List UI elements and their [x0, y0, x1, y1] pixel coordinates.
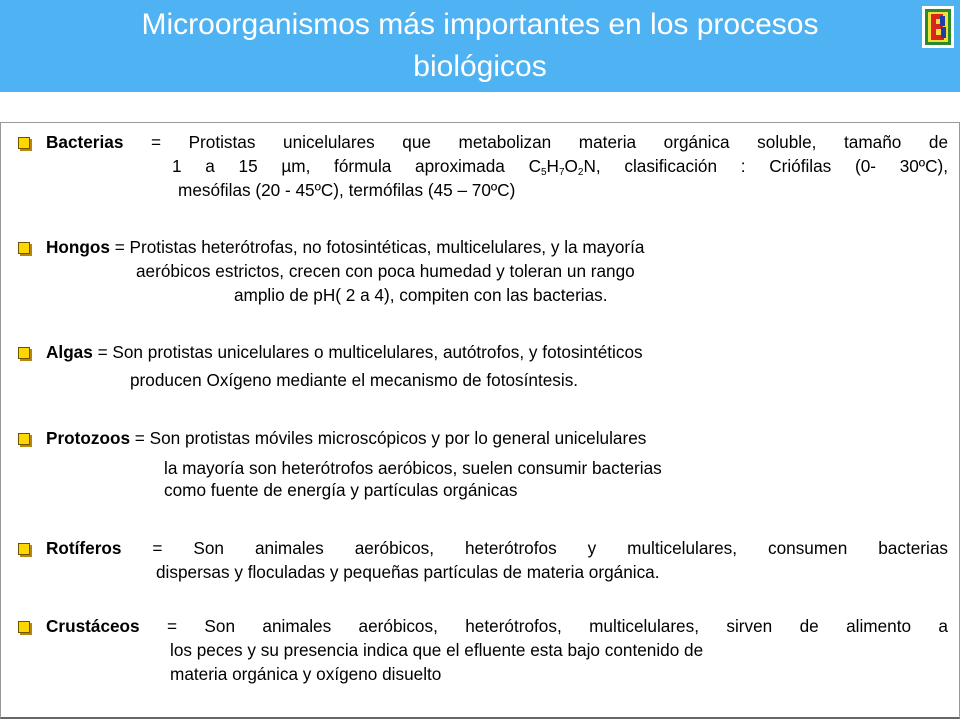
item-line-3: materia orgánica y oxígeno disuelto	[170, 664, 442, 684]
item-text: = Protistas heterótrofas, no fotosintéticas, multicelulares, y la mayoría	[109, 237, 645, 257]
item-text: = Son animales aeróbicos, heterótrofos, multicelulares, sirven de alimento a	[139, 616, 948, 636]
list-item-crustaceos	[18, 614, 948, 690]
item-line-2: la mayoría son heterótrofos aeróbicos, suelen consumir bacterias	[164, 458, 662, 478]
title-bar	[0, 0, 960, 92]
item-text: = Son protistas unicelulares o multicelulares, autótrofos, y fotosintéticos	[92, 342, 643, 362]
formula-subscript: 5	[540, 167, 547, 178]
term-label: Bacterias	[46, 132, 124, 152]
slide-title	[60, 4, 900, 88]
item-line-2	[172, 154, 948, 178]
bullet-icon	[18, 242, 30, 254]
item-text: O	[564, 156, 578, 176]
item-line-3: como fuente de energía y partículas orgánicas	[164, 480, 518, 500]
item-line-2: los peces y su presencia indica que el efluente esta bajo contenido de	[170, 640, 704, 660]
item-line-1	[46, 426, 646, 450]
list-item-bacterias	[18, 130, 948, 206]
item-line-1	[46, 536, 948, 560]
bullet-icon	[18, 433, 30, 445]
item-line-1	[46, 340, 643, 364]
slide-title-line-1: Microorganismos más importantes en los procesos	[141, 8, 819, 41]
item-line-2: aeróbicos estrictos, crecen con poca humedad y toleran un rango	[136, 261, 635, 281]
item-line-1	[46, 130, 948, 154]
item-line-1	[46, 614, 948, 638]
term-label: Rotíferos	[46, 538, 122, 558]
item-text: 1 a 15 µm, fórmula aproximada C	[172, 156, 541, 176]
formula-subscript: 2	[577, 167, 584, 178]
list-item-algas	[18, 340, 948, 392]
bullet-icon	[18, 621, 30, 633]
item-line-2: producen Oxígeno mediante el mecanismo de fotosíntesis.	[130, 370, 579, 390]
item-line-2: dispersas y floculadas y pequeñas partículas de materia orgánica.	[156, 562, 660, 582]
B-logo-icon	[922, 6, 954, 48]
item-text: = Son animales aeróbicos, heterótrofos y multicelulares, consumen bacterias	[121, 538, 948, 558]
item-text: = Protistas unicelulares que metabolizan materia orgánica soluble, tamaño de	[123, 132, 948, 152]
formula-subscript: 7	[558, 167, 565, 178]
item-text: = Son protistas móviles microscópicos y por lo general unicelulares	[130, 428, 647, 448]
item-text: H	[546, 156, 559, 176]
term-label: Protozoos	[46, 428, 131, 448]
bullet-icon	[18, 543, 30, 555]
bullet-icon	[18, 347, 30, 359]
term-label: Crustáceos	[46, 616, 140, 636]
slide-title-line-2: biológicos	[413, 50, 547, 83]
item-line-3: amplio de pH( 2 a 4), compiten con las bacterias.	[234, 285, 608, 305]
item-text: N, clasificación : Criófilas (0- 30ºC),	[583, 156, 948, 176]
term-label: Hongos	[46, 237, 110, 257]
bullet-icon	[18, 137, 30, 149]
list-item-protozoos	[18, 426, 948, 502]
list-item-hongos	[18, 235, 948, 311]
list-item-rotiferos	[18, 536, 948, 588]
item-line-1	[46, 235, 644, 259]
term-label: Algas	[46, 342, 93, 362]
item-line-3: mesófilas (20 - 45ºC), termófilas (45 – 70ºC)	[178, 180, 516, 200]
